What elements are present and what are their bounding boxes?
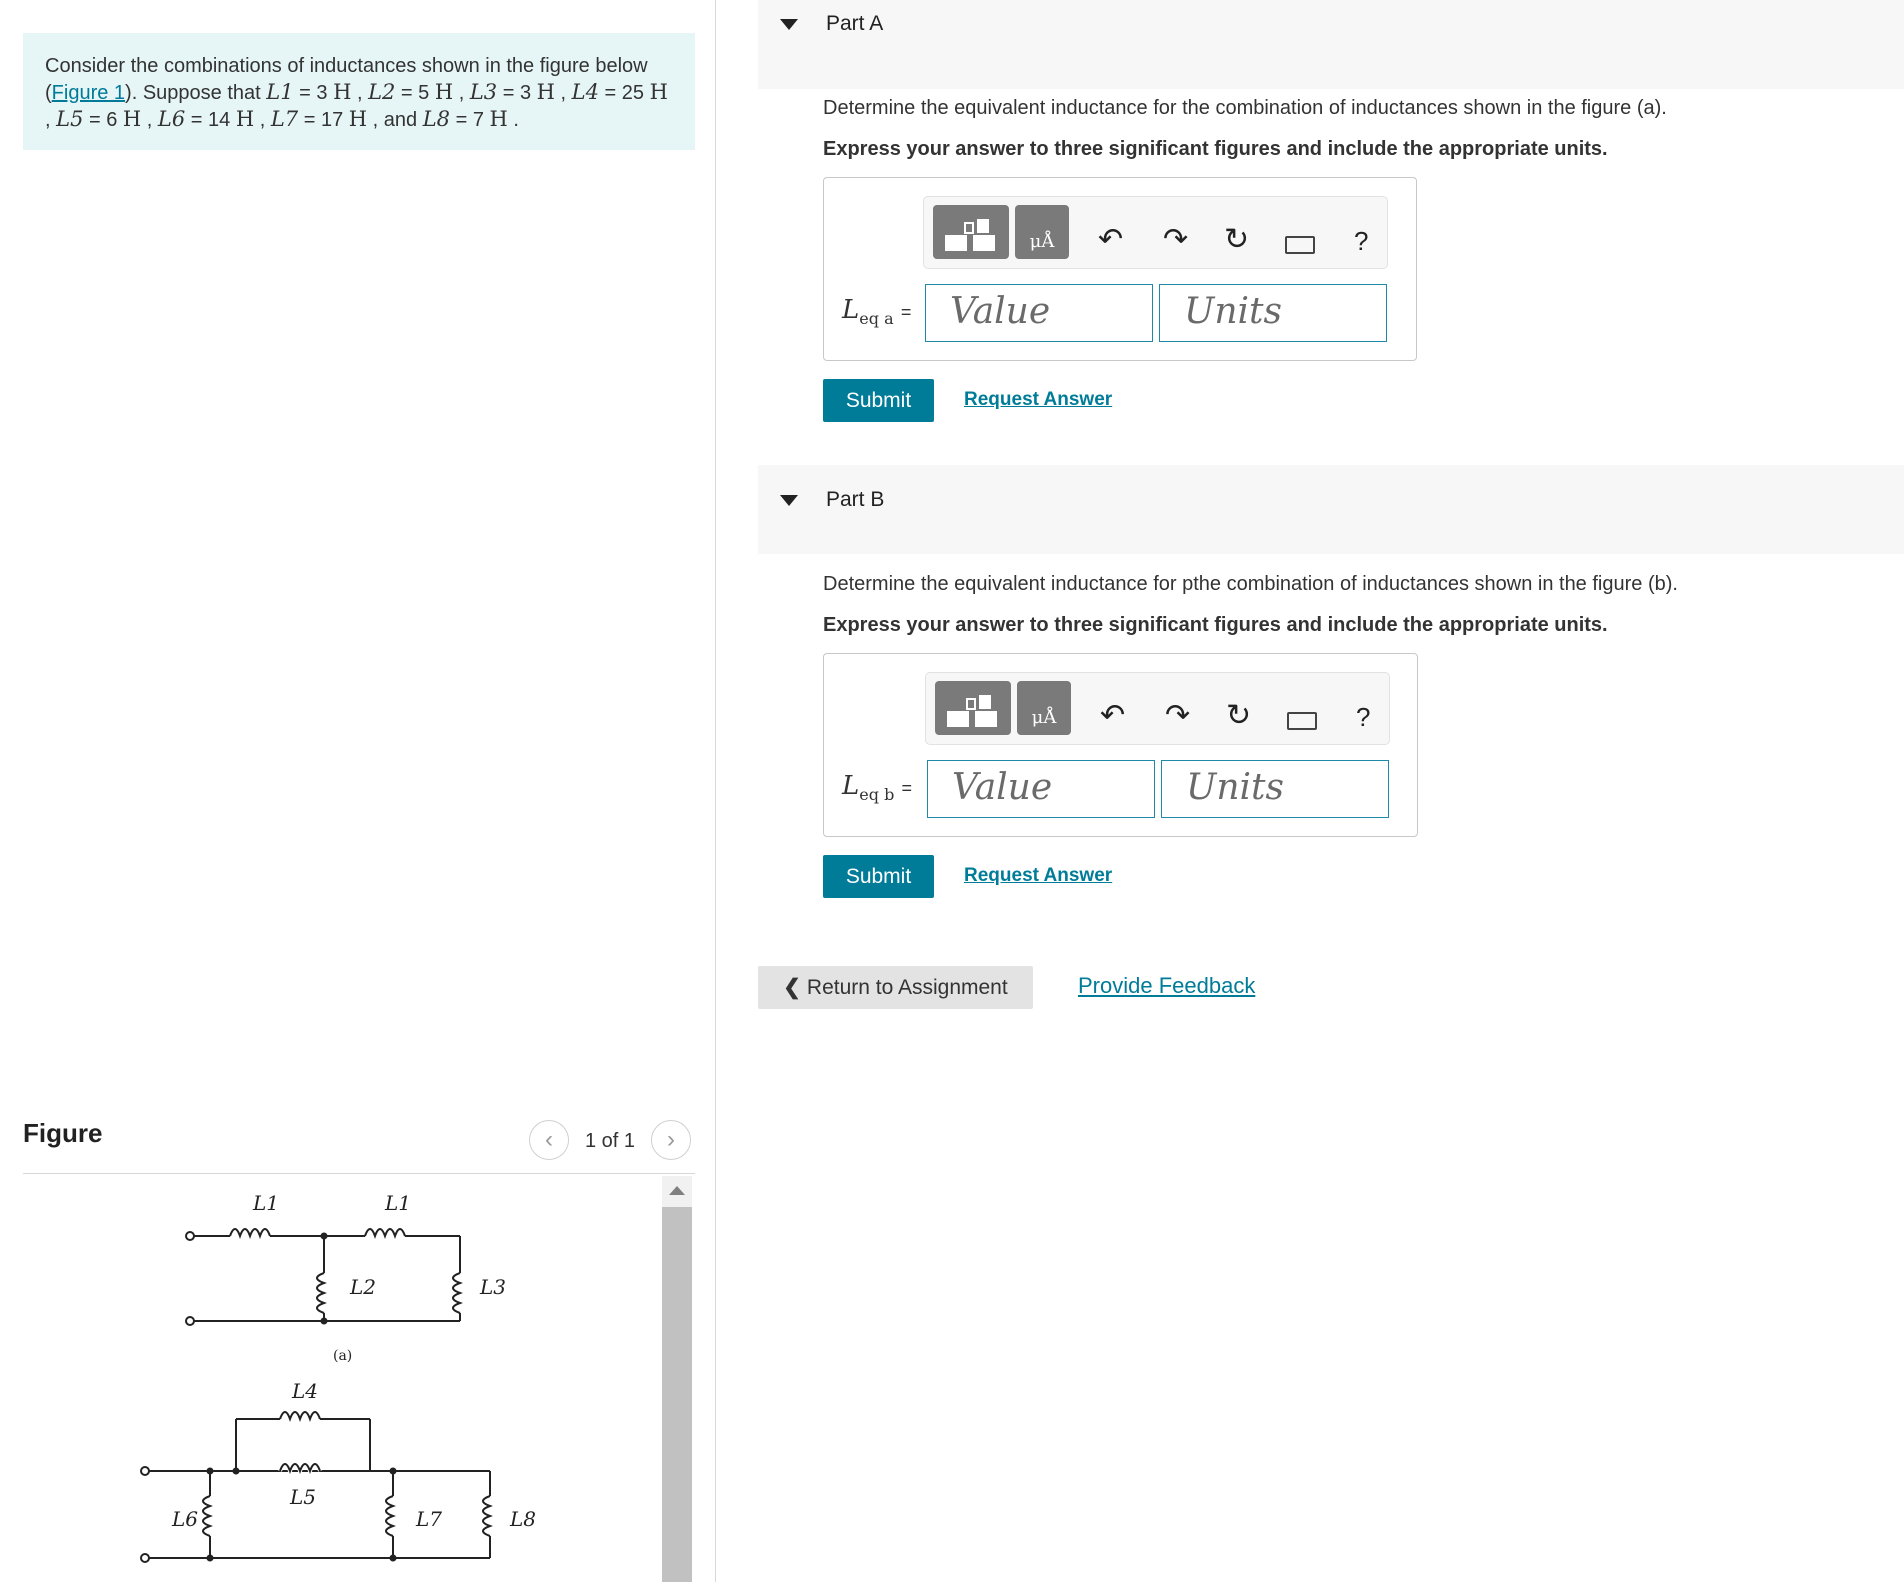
submit-button[interactable]: Submit [823, 379, 934, 422]
units-button[interactable] [1017, 681, 1071, 735]
var-unit: H [489, 107, 508, 131]
part-a-question: Determine the equivalent inductance for the combination of inductances shown in the figure (a). [823, 97, 1667, 119]
part-b-lhs [842, 770, 912, 804]
var-unit: H [235, 107, 255, 131]
label-l5: L5 [290, 1485, 317, 1509]
reset-icon[interactable]: ↻ [1224, 223, 1250, 256]
intro-lead-text: Consider the combinations of inductances shown in the figure below ( [45, 55, 648, 104]
lhs-equals: = [900, 302, 912, 322]
var-symbol: L3 [469, 80, 498, 104]
var-symbol: L8 [422, 107, 451, 131]
request-answer-link[interactable]: Request Answer [964, 389, 1113, 410]
part-a-instruction: Express your answer to three significant figures and include the appropriate units. [823, 138, 1608, 160]
templates-button[interactable] [935, 681, 1011, 735]
circuit-figure [130, 1176, 560, 1582]
undo-icon[interactable]: ↶ [1098, 223, 1124, 256]
keyboard-icon[interactable] [1287, 712, 1317, 730]
var-symbol: L4 [571, 80, 599, 104]
label-l2: L2 [350, 1275, 377, 1299]
collapse-arrow-icon[interactable] [780, 19, 798, 30]
and-word: and [383, 109, 418, 131]
provide-feedback-link[interactable]: Provide Feedback [1078, 973, 1256, 998]
intro-rest-text: ). Suppose that [125, 82, 261, 104]
figure-title: Figure [23, 1118, 103, 1148]
lhs-subscript: eq b [859, 785, 895, 805]
undo-icon[interactable]: ↶ [1100, 699, 1126, 732]
var-value: 3 [316, 82, 328, 104]
units-button[interactable] [1015, 205, 1069, 259]
keyboard-icon[interactable] [1285, 236, 1315, 254]
var-symbol: L2 [368, 80, 396, 104]
label-l8: L8 [510, 1507, 537, 1531]
label-l1-a: L1 [253, 1191, 280, 1215]
var-unit: H [333, 80, 352, 104]
var-value: 3 [519, 82, 532, 104]
var-value: 5 [418, 82, 430, 104]
problem-statement: Consider the combinations of inductances shown in the figure below (Figure 1). Suppose that L1 = 3 H , L2 = 5 H , L3 = 3 H , L4 = 25 H , L5 = 6 H , L6 = 14 H , L7 = 17 H , and L8 = 7 H . [23, 33, 695, 150]
collapse-arrow-icon[interactable] [780, 495, 798, 506]
var-symbol: L5 [56, 107, 84, 131]
redo-icon[interactable]: ↷ [1163, 223, 1189, 256]
figure-count: 1 of 1 [585, 1130, 636, 1152]
value-input[interactable]: Value [925, 284, 1153, 342]
chevron-left-icon[interactable]: ‹ [529, 1120, 569, 1160]
part-b-title: Part B [826, 488, 885, 511]
help-icon[interactable]: ? [1356, 702, 1371, 732]
label-l4: L4 [292, 1379, 319, 1403]
part-b-header[interactable] [758, 465, 1904, 554]
var-unit: H [434, 80, 454, 104]
label-l1-b: L1 [385, 1191, 412, 1215]
var-unit: H [649, 80, 668, 104]
figure-link[interactable]: Figure 1 [51, 82, 126, 104]
return-to-assignment-button[interactable] [758, 966, 1033, 1009]
var-value: 17 [320, 109, 344, 131]
panel-divider [715, 0, 716, 1582]
part-a-title: Part A [826, 12, 884, 35]
var-value: 6 [106, 109, 118, 131]
var-unit: H [348, 107, 368, 131]
units-icon: μÅ [1031, 707, 1057, 728]
lhs-equals: = [901, 778, 913, 798]
lhs-symbol: L [842, 771, 860, 801]
chevron-left-icon: ❮ [783, 976, 801, 999]
return-label: Return to Assignment [806, 975, 1008, 999]
reset-icon[interactable]: ↻ [1226, 699, 1252, 732]
scroll-up-icon[interactable] [669, 1186, 685, 1195]
units-icon: μÅ [1029, 231, 1055, 252]
value-input[interactable]: Value [927, 760, 1155, 818]
label-l3: L3 [480, 1275, 507, 1299]
chevron-right-icon[interactable]: › [651, 1120, 691, 1160]
lhs-subscript: eq a [859, 309, 894, 329]
part-a-header[interactable] [758, 0, 1904, 89]
templates-button[interactable] [933, 205, 1009, 259]
part-b-question: Determine the equivalent inductance for pthe combination of inductances shown in the figure (b). [823, 573, 1678, 595]
label-l6: L6 [172, 1507, 199, 1531]
redo-icon[interactable]: ↷ [1165, 699, 1191, 732]
submit-button[interactable]: Submit [823, 855, 934, 898]
var-value: 14 [208, 109, 231, 131]
caption-a: (a) [333, 1348, 353, 1364]
request-answer-link[interactable]: Request Answer [964, 865, 1113, 886]
var-symbol: L6 [157, 107, 186, 131]
part-a-lhs [842, 294, 911, 328]
part-b-instruction: Express your answer to three significant figures and include the appropriate units. [823, 614, 1608, 636]
var-unit: H [536, 80, 555, 104]
templates-icon [933, 205, 1009, 259]
lhs-symbol: L [842, 295, 860, 325]
var-value: 7 [472, 109, 484, 131]
label-l7: L7 [416, 1507, 443, 1531]
var-symbol: L7 [270, 107, 299, 131]
templates-icon [935, 681, 1011, 735]
units-input[interactable]: Units [1161, 760, 1389, 818]
units-input[interactable]: Units [1159, 284, 1387, 342]
scrollbar-thumb[interactable] [662, 1207, 692, 1582]
var-value: 25 [621, 82, 645, 104]
help-icon[interactable]: ? [1354, 226, 1369, 256]
figure-divider [23, 1173, 695, 1174]
var-symbol: L1 [266, 80, 294, 104]
var-unit: H [122, 107, 142, 131]
